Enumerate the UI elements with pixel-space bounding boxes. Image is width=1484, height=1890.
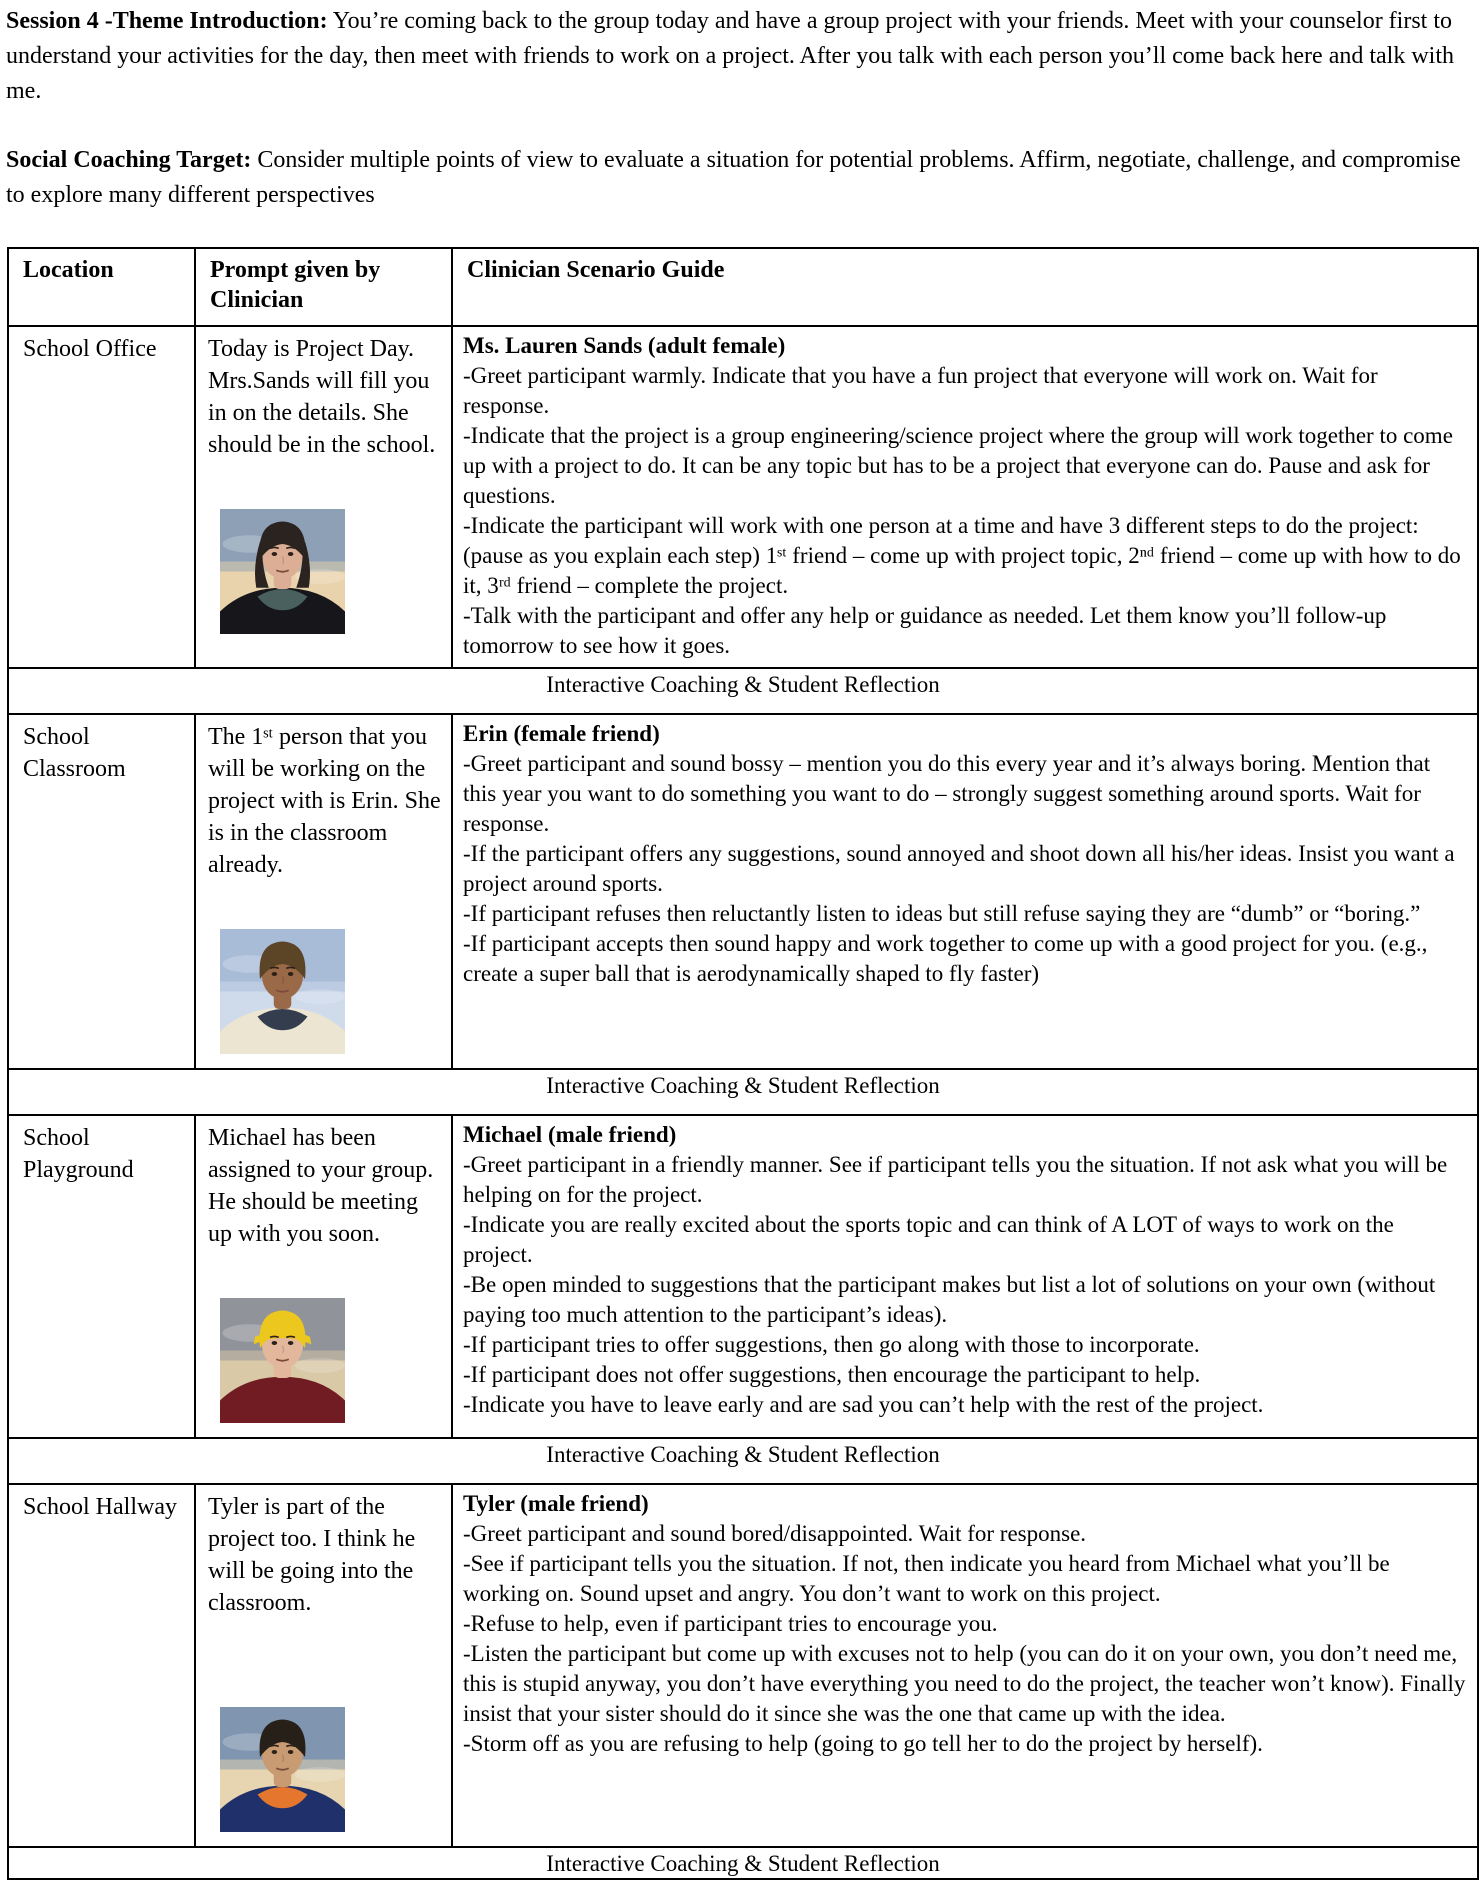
guide-cell: [452, 1115, 1478, 1438]
avatar-tyler: [220, 1707, 345, 1832]
prompt-text: The 1ˢᵗ person that you will be working on the project with is Erin. She is in the classroom already.: [208, 724, 441, 878]
location-cell: School Playground: [8, 1115, 195, 1438]
guide-line: -Indicate you are really excited about the sports topic and can think of A LOT of ways to work on the project.: [463, 1212, 1394, 1267]
prompt-text: Michael has been assigned to your group. He should be meeting up with you soon.: [208, 1125, 434, 1247]
avatar-illustration: [220, 509, 345, 634]
guide-line: -Refuse to help, even if participant tries to encourage you.: [463, 1611, 998, 1636]
guide-line: -See if participant tells you the situation. If not, then indicate you heard from Michael what you’ll be working on. Sound upset and angry. You don’t want to work on this project.: [463, 1551, 1390, 1606]
reflection-row: [8, 1438, 1478, 1484]
social-coaching-target-text: Consider multiple points of view to evaluate a situation for potential problems. Affirm, negotiate, challenge, and compromise to explore many different perspectives: [6, 147, 1461, 208]
reflection-row: [8, 668, 1478, 714]
prompt-text: Tyler is part of the project too. I think he will be going into the classroom.: [208, 1494, 416, 1616]
prompt-text: Today is Project Day. Mrs.Sands will fill you in on the details. She should be in the school.: [208, 336, 436, 458]
avatar-michael: [220, 1298, 345, 1423]
location-cell: School Classroom: [8, 714, 195, 1069]
guide-line: -Greet participant and sound bored/disappointed. Wait for response.: [463, 1521, 1087, 1546]
social-coaching-target-paragraph: [6, 143, 1476, 213]
guide-line: -Indicate that the project is a group engineering/science project where the group will work together to come up with a project to do. It can be any topic but has to be a project that everyone can do. Pause and ask for questions.: [463, 423, 1453, 508]
theme-introduction-paragraph: [6, 4, 1476, 109]
guide-line: -Be open minded to suggestions that the participant makes but list a lot of solutions on your own (without paying too much attention to the participant’s ideas).: [463, 1272, 1436, 1327]
interactive-coaching-label: Interactive Coaching & Student Reflection: [8, 1438, 1478, 1484]
guide-cell: [452, 326, 1478, 668]
prompt-cell: [195, 714, 452, 1069]
location-cell: School Hallway: [8, 1484, 195, 1847]
interactive-coaching-label: Interactive Coaching & Student Reflection: [8, 1847, 1478, 1879]
reflection-row: [8, 1847, 1478, 1879]
guide-line: -Listen the participant but come up with excuses not to help (you can do it on your own, you don’t need me, this is stupid anyway, you don’t have everything you need to do the project, the teacher won’t know). Finally insist that your sister should do it since she was the one that came up with the idea.: [463, 1641, 1466, 1726]
prompt-cell: [195, 1115, 452, 1438]
guide-instructions: [463, 1519, 1469, 1759]
social-coaching-target-label: Social Coaching Target:: [6, 147, 252, 173]
guide-character-title: Erin (female friend): [463, 721, 660, 746]
table-row-school-playground: [8, 1115, 1478, 1438]
reflection-row: [8, 1069, 1478, 1115]
guide-line: -Talk with the participant and offer any help or guidance as needed. Let them know you’ll follow-up tomorrow to see how it goes.: [463, 603, 1387, 658]
guide-line: -If participant does not offer suggestions, then encourage the participant to help.: [463, 1362, 1201, 1387]
avatar-lauren-sands: [220, 509, 345, 634]
avatar-illustration: [220, 929, 345, 1054]
avatar-illustration: [220, 1298, 345, 1423]
guide-instructions: [463, 749, 1469, 989]
guide-cell: [452, 714, 1478, 1069]
guide-line: -Indicate you have to leave early and are sad you can’t help with the rest of the project.: [463, 1392, 1264, 1417]
guide-line: -If participant refuses then reluctantly listen to ideas but still refuse saying they are “dumb” or “boring.”: [463, 901, 1421, 926]
guide-line: -Indicate the participant will work with one person at a time and have 3 different steps to do the project: (pause as you explain each step) 1ˢᵗ friend – come up with project topic, 2ⁿᵈ friend – come up with how to do it, 3ʳᵈ friend – complete the project.: [463, 513, 1461, 598]
col-header-guide: Clinician Scenario Guide: [452, 248, 1478, 326]
table-row-school-office: [8, 326, 1478, 668]
interactive-coaching-label: Interactive Coaching & Student Reflection: [8, 1069, 1478, 1115]
theme-introduction-label: Session 4 -Theme Introduction:: [6, 8, 328, 34]
scenario-table: [7, 247, 1479, 1880]
col-header-location: Location: [8, 248, 195, 326]
guide-character-title: Ms. Lauren Sands (adult female): [463, 333, 786, 358]
table-row-school-classroom: [8, 714, 1478, 1069]
location-cell: School Office: [8, 326, 195, 668]
guide-line: -If participant accepts then sound happy and work together to come up with a good project for you. (e.g., create a super ball that is aerodynamically shaped to fly faster): [463, 931, 1428, 986]
col-header-prompt: Prompt given by Clinician: [195, 248, 452, 326]
guide-line: -Greet participant and sound bossy – mention you do this every year and it’s always boring. Mention that this year you want to do something you want to do – strongly suggest something around sports. Wait for response.: [463, 751, 1431, 836]
avatar-illustration: [220, 1707, 345, 1832]
avatar-erin: [220, 929, 345, 1054]
guide-line: -If participant tries to offer suggestions, then go along with those to incorporate.: [463, 1332, 1200, 1357]
guide-line: -Greet participant in a friendly manner. See if participant tells you the situation. If not ask what you will be helping on for the project.: [463, 1152, 1448, 1207]
theme-introduction-text: You’re coming back to the group today and have a group project with your friends. Meet with your counselor first to understand your activities for the day, then meet with friends to work on a project. After you talk with each person you’ll come back here and talk with me.: [6, 8, 1455, 104]
guide-character-title: Michael (male friend): [463, 1122, 677, 1147]
guide-instructions: [463, 1150, 1469, 1420]
guide-instructions: [463, 361, 1469, 661]
guide-line: -Storm off as you are refusing to help (going to go tell her to do the project by herself).: [463, 1731, 1263, 1756]
prompt-cell: [195, 326, 452, 668]
table-header-row: [8, 248, 1478, 326]
guide-line: -Greet participant warmly. Indicate that you have a fun project that everyone will work on. Wait for response.: [463, 363, 1378, 418]
guide-character-title: Tyler (male friend): [463, 1491, 649, 1516]
interactive-coaching-label: Interactive Coaching & Student Reflection: [8, 668, 1478, 714]
guide-line: -If the participant offers any suggestions, sound annoyed and shoot down all his/her ideas. Insist you want a project around sports.: [463, 841, 1455, 896]
